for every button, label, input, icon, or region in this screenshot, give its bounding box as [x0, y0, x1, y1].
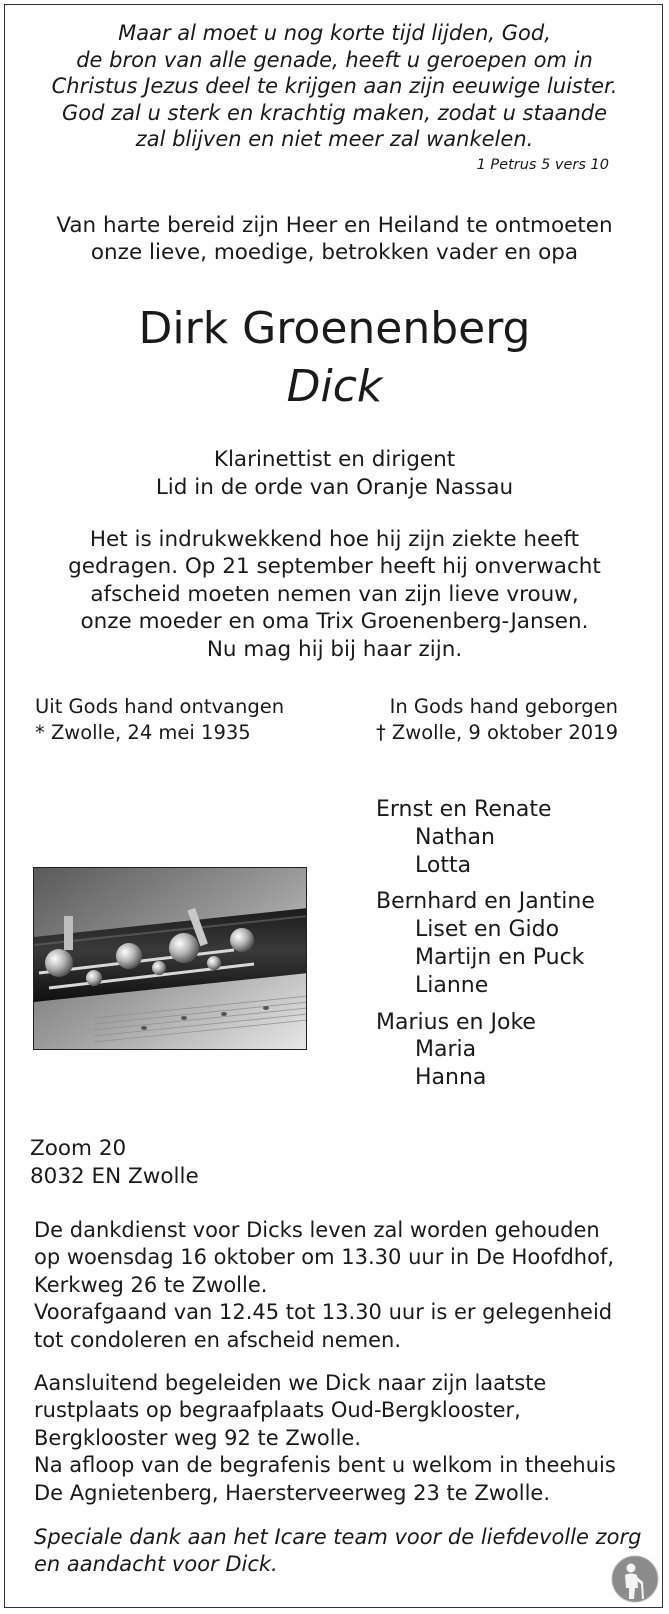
verse-line: Christus Jezus deel te krijgen aan zijn eeuwige luister.	[51, 74, 618, 99]
service-line: Voorafgaand van 12.45 tot 13.30 uur is er gelegenheid	[34, 1300, 613, 1325]
burial-line: Na afloop van de begrafenis bent u welkom in theehuis	[34, 1453, 616, 1478]
family-list	[376, 796, 595, 1101]
burial-info	[34, 1370, 654, 1507]
deceased-nickname: Dick	[286, 361, 383, 412]
clarinet-photo	[33, 867, 307, 1050]
family-child: Maria	[415, 1037, 477, 1063]
burial-line: rustplaats op begraafplaats Oud-Bergklooster,	[34, 1398, 521, 1423]
death-date: † Zwolle, 9 oktober 2019	[375, 720, 618, 744]
birth-date: * Zwolle, 24 mei 1935	[35, 720, 251, 744]
family-child: Martijn en Puck	[415, 944, 585, 970]
deceased-name: Dirk Groenenberg	[138, 303, 531, 354]
role-line: Lid in de orde van Oranje Nassau	[155, 474, 514, 500]
service-info	[34, 1217, 654, 1354]
bible-verse	[20, 20, 649, 153]
thanks-line: Speciale dank aan het Icare team voor de liefdevolle zorg	[34, 1525, 642, 1549]
thanks-note	[34, 1524, 654, 1579]
intro-line: Van harte bereid zijn Heer en Heiland te ontmoeten	[56, 213, 613, 238]
roles	[20, 446, 649, 501]
family-group	[376, 796, 595, 879]
paragraph-line: afscheid moeten nemen van zijn lieve vrouw,	[90, 581, 579, 607]
family-child: Lianne	[415, 972, 489, 998]
verse-line: Maar al moet u nog korte tijd lijden, God,	[118, 21, 551, 45]
death-caption: In Gods hand geborgen	[389, 695, 618, 718]
verse-line: zal blijven en niet meer zal wankelen.	[135, 127, 534, 152]
family-parents: Ernst en Renate	[376, 797, 552, 822]
family-child: Hanna	[415, 1065, 487, 1091]
death-info	[376, 694, 618, 745]
family-child: Lotta	[415, 852, 472, 878]
family-child: Nathan	[415, 824, 495, 850]
family-parents: Bernhard en Jantine	[376, 889, 595, 915]
birth-caption: Uit Gods hand ontvangen	[35, 695, 285, 718]
intro-text	[20, 212, 649, 266]
service-line: Kerkweg 26 te Zwolle.	[34, 1272, 268, 1297]
verse-line: de bron van alle genade, heeft u geroepen om in	[76, 47, 593, 72]
intro-line: onze lieve, moedige, betrokken vader en opa	[90, 240, 579, 265]
mourner-logo-icon	[611, 1555, 659, 1603]
birth-info	[35, 694, 284, 745]
paragraph-line: Nu mag hij bij haar zijn.	[206, 636, 463, 662]
burial-line: Bergklooster weg 92 te Zwolle.	[34, 1425, 362, 1450]
verse-reference: 1 Petrus 5 vers 10	[476, 157, 609, 173]
paragraph-line: onze moeder en oma Trix Groenenberg-Jansen.	[80, 609, 589, 635]
verse-line: God zal u sterk en krachtig maken, zodat u staande	[61, 100, 608, 125]
family-child: Liset en Gido	[415, 917, 560, 943]
service-line: De dankdienst voor Dicks leven zal worden gehouden	[34, 1218, 600, 1242]
role-line: Klarinettist en dirigent	[213, 447, 456, 472]
service-line: tot condoleren en afscheid nemen.	[34, 1327, 402, 1352]
paragraph-line: gedragen. Op 21 september heeft hij onverwacht	[68, 554, 601, 580]
burial-line: De Agnietenberg, Haersterveerweg 23 te Zwolle.	[34, 1480, 551, 1505]
address-street: Zoom 20	[30, 1136, 127, 1161]
paragraph-line: Het is indrukwekkend hoe hij zijn ziekte heeft	[89, 527, 580, 552]
family-group	[376, 888, 595, 999]
burial-line: Aansluitend begeleiden we Dick naar zijn laatste	[34, 1371, 547, 1395]
tribute-paragraph	[20, 526, 649, 663]
address	[30, 1135, 199, 1190]
thanks-line: en aandacht voor Dick.	[34, 1552, 278, 1577]
family-group	[376, 1009, 595, 1092]
service-line: op woensdag 16 oktober om 13.30 uur in De Hoofdhof,	[34, 1245, 615, 1270]
family-parents: Marius en Joke	[376, 1009, 536, 1035]
address-postal: 8032 EN Zwolle	[30, 1163, 199, 1189]
